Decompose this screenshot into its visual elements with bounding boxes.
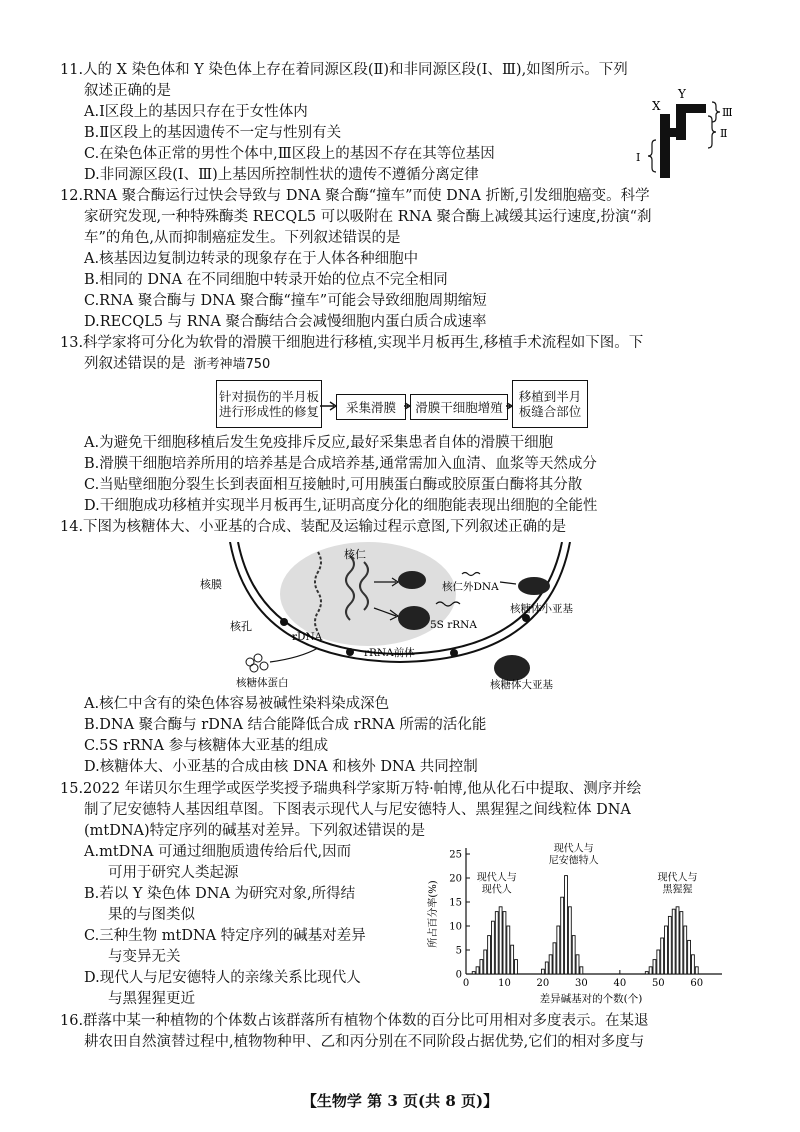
- histogram-bar: [684, 926, 687, 974]
- nuclear-pore-2: [346, 648, 354, 656]
- q15-stem-line3: (mtDNA)特定序列的碱基对差异。下列叙述错误的是: [84, 823, 426, 839]
- histogram-bar: [668, 916, 671, 974]
- q11-stem-cont: 叙述正确的是: [84, 83, 171, 99]
- histogram-bar: [572, 936, 575, 974]
- histogram-bar: [695, 967, 698, 974]
- ribosome-diagram: [200, 542, 600, 692]
- y-tick-label: 0: [455, 969, 462, 981]
- q11-option-c: C.在染色体正常的男性个体中,Ⅲ区段上的基因不存在其等位基因: [84, 146, 495, 162]
- histogram-bar: [484, 950, 487, 974]
- histogram-bar: [665, 926, 668, 974]
- small-subunit-outside: [518, 577, 550, 595]
- arrow-protein-import: [270, 648, 318, 662]
- histogram-bar: [553, 943, 556, 974]
- histogram-bar: [511, 945, 514, 974]
- histogram-bar: [653, 960, 656, 974]
- q13-stem-line1: 13.科学家将可分化为软骨的滑膜干细胞进行移植,实现半月板再生,移植手术流程如下图。下: [60, 335, 644, 351]
- q13-option-c: C.当贴壁细胞分裂生长到表面相互接触时,可用胰蛋白酶或胶原蛋白酶将其分散: [84, 477, 583, 493]
- x-tick-label: 20: [536, 978, 550, 989]
- q16-stem-line2: 耕农田自然演替过程中,植物物种甲、乙和丙分别在不同阶段占据优势,它们的相对多度与: [84, 1034, 645, 1050]
- ribosomal-protein-cluster: [246, 654, 268, 672]
- y-tick-label: 15: [449, 897, 462, 909]
- histogram-bar: [472, 972, 475, 974]
- series-label: 现代人与尼安德特人: [548, 843, 599, 867]
- nuclear-pore-3: [450, 649, 458, 657]
- q11-stem: 11.人的 X 染色体和 Y 染色体上存在着同源区段(Ⅱ)和非同源区段(Ⅰ、Ⅲ),如图所示。下列: [60, 62, 628, 78]
- histogram-bar: [557, 926, 560, 974]
- flow-arrow-1: [320, 402, 336, 410]
- q13-option-a: A.为避免干细胞移植后发生免疫排斥反应,最好采集患者自体的滑膜干细胞: [84, 435, 554, 451]
- q12-option-a: A.核基因边复制边转录的现象存在于人体各种细胞中: [84, 251, 419, 267]
- q14-option-a: A.核仁中含有的染色体容易被碱性染料染成深色: [84, 696, 390, 712]
- histogram-bar: [549, 955, 552, 974]
- label-membrane: 核膜: [200, 578, 222, 591]
- flow-arrow-3: [506, 403, 512, 409]
- q15-option-c-line1: C.三种生物 mtDNA 特定序列的碱基对差异: [84, 928, 366, 944]
- q12-option-d: D.RECQL5 与 RNA 聚合酶结合会减慢细胞内蛋白质合成速率: [84, 314, 487, 330]
- q14-stem: 14.下图为核糖体大、小亚基的合成、装配及运输过程示意图,下列叙述正确的是: [60, 519, 567, 535]
- y-axis-label: 所占百分率(%): [428, 880, 439, 948]
- x-tick-label: 60: [690, 978, 704, 989]
- label-nucleolus: 核仁: [344, 548, 366, 561]
- label-small: 核糖体小亚基: [510, 603, 573, 615]
- q15-option-b-line2: 果的与图类似: [108, 907, 195, 923]
- q12-stem-line2: 家研究发现,一种特殊酶类 RECQL5 可以吸附在 RNA 聚合酶上减缓其运行速度,扮演“刹: [84, 209, 652, 225]
- label-5s: 5S rRNA: [430, 619, 477, 631]
- histogram-bar: [565, 876, 568, 974]
- large-subunit-outside: [494, 655, 530, 681]
- region-1-label: Ⅰ: [636, 151, 641, 164]
- region-3-label: Ⅲ: [722, 106, 733, 119]
- nuclear-pore-1: [280, 618, 288, 626]
- histogram-bar: [580, 967, 583, 974]
- q13-stem-line2: [84, 354, 270, 375]
- label-large: 核糖体大亚基: [490, 679, 553, 691]
- bracket-1: [648, 140, 656, 172]
- flow-box-repair: 针对损伤的半月板进行形成性的修复: [216, 380, 322, 428]
- q14-option-c: C.5S rRNA 参与核糖体大亚基的组成: [84, 738, 329, 754]
- flow-arrows: [320, 398, 512, 418]
- label-rdna: rDNA: [292, 631, 323, 643]
- q11-option-b: B.Ⅱ区段上的基因遗传不一定与性别有关: [84, 125, 342, 141]
- q16-stem-line1: 16.群落中某一种植物的个体数占该群落所有植物个体数的百分比可用相对多度表示。在某退: [60, 1013, 649, 1029]
- mtdna-difference-chart: [420, 840, 730, 1008]
- flow-box-proliferate: 滑膜干细胞增殖: [410, 394, 508, 420]
- q15-option-b-line1: B.若以 Y 染色体 DNA 为研究对象,所得结: [84, 886, 356, 902]
- q15-stem-line2: 制了尼安德特人基因组草图。下图表示现代人与尼安德特人、黑猩猩之间线粒体 DNA: [84, 802, 631, 818]
- nuclear-pore-4: [522, 614, 530, 622]
- y-tick-label: 10: [449, 921, 462, 933]
- flow-box-transplant: 移植到半月板缝合部位: [512, 380, 588, 428]
- q12-option-c: C.RNA 聚合酶与 DNA 聚合酶“撞车”可能会导致细胞周期缩短: [84, 293, 487, 309]
- q15-option-c-line2: 与变异无关: [108, 949, 181, 965]
- q11-option-d: D.非同源区段(Ⅰ、Ⅲ)上基因所控制性状的遗传不遵循分离定律: [84, 167, 479, 183]
- y-tick-label: 20: [449, 873, 462, 885]
- histogram-bar: [541, 969, 544, 974]
- series-label: 现代人与现代人: [476, 872, 517, 896]
- histogram-bar: [507, 926, 510, 974]
- histogram-bar: [491, 921, 494, 974]
- histogram-bar: [515, 960, 518, 974]
- histogram-bar: [576, 955, 579, 974]
- histogram-bar: [495, 912, 498, 974]
- y-tick-label: 5: [455, 945, 462, 957]
- y-arm: [676, 104, 706, 113]
- histogram-bar: [545, 962, 548, 974]
- series-label: 现代人与黑猩猩: [657, 872, 698, 896]
- x-tick-label: 50: [651, 978, 665, 989]
- x-tick-label: 40: [613, 978, 627, 989]
- extra-dna-wave: [462, 573, 480, 576]
- q12-option-b: B.相同的 DNA 在不同细胞中转录开始的位点不完全相同: [84, 272, 448, 288]
- histogram-bar: [672, 909, 675, 974]
- histogram-bar: [503, 912, 506, 974]
- q14-option-b: B.DNA 聚合酶与 rDNA 结合能降低合成 rRNA 所需的活化能: [84, 717, 487, 733]
- q15-option-d-line1: D.现代人与尼安德特人的亲缘关系比现代人: [84, 970, 361, 986]
- histogram-bar: [676, 907, 679, 974]
- bracket-3: [712, 102, 720, 122]
- y-tick-label: 25: [449, 849, 462, 861]
- page-footer: 【生物学 第 3 页(共 8 页)】: [301, 1092, 499, 1110]
- large-subunit-inside: [398, 606, 430, 630]
- arrow-small-out: [500, 582, 516, 584]
- flow-box-collect: 采集滑膜: [336, 394, 406, 420]
- histogram-bar: [480, 960, 483, 974]
- region-2-label: Ⅱ: [720, 127, 728, 140]
- q11-option-a: A.Ⅰ区段上的基因只存在于女性体内: [84, 104, 308, 120]
- q12-stem-line1: 12.RNA 聚合酶运行过快会导致与 DNA 聚合酶“撞车”而使 DNA 折断,引发细胞癌变。科学: [60, 188, 650, 204]
- histogram-bar: [476, 967, 479, 974]
- histogram-bar: [649, 967, 652, 974]
- flow-arrow-2: [404, 403, 410, 409]
- q15-option-d-line2: 与黑猩猩更近: [108, 991, 195, 1007]
- q12-stem-line3: 车”的角色,从而抑制癌症发生。下列叙述错误的是: [84, 230, 401, 246]
- x-label: X: [652, 99, 661, 113]
- x-tick-label: 10: [498, 978, 511, 989]
- histogram-bar: [661, 938, 664, 974]
- histogram-bar: [568, 907, 571, 974]
- histogram-bar: [645, 972, 648, 974]
- q14-option-d: D.核糖体大、小亚基的合成由核 DNA 和核外 DNA 共同控制: [84, 759, 478, 775]
- label-protein: 核糖体蛋白: [236, 677, 289, 689]
- x-chromosome: [660, 114, 670, 178]
- label-precursor: rRNA前体: [364, 647, 415, 659]
- x-tick-label: 0: [462, 978, 470, 989]
- y-label: Y: [678, 87, 686, 101]
- histogram-bar: [691, 955, 694, 974]
- q15-option-a-line1: A.mtDNA 可通过细胞质遗传给后代,因而: [84, 844, 352, 860]
- q13-option-d: D.干细胞成功移植并实现半月板再生,证明高度分化的细胞能表现出细胞的全能性: [84, 498, 598, 514]
- q13-stem-text: 列叙述错误的是: [84, 356, 186, 372]
- histogram-bar: [680, 912, 683, 974]
- histogram-bar: [488, 936, 491, 974]
- x-tick-label: 30: [575, 978, 588, 989]
- x-axis-label: 差异碱基对的个数(个): [539, 993, 643, 1005]
- label-pore: 核孔: [230, 620, 252, 633]
- histogram-bar: [688, 940, 691, 974]
- small-subunit-inside: [398, 571, 426, 589]
- label-extra-dna: 核仁外DNA: [442, 581, 499, 593]
- histogram-bar: [499, 907, 502, 974]
- histogram-bar: [561, 897, 564, 974]
- q15-stem-line1: 15.2022 年诺贝尔生理学或医学奖授予瑞典科学家斯万特·帕博,他从化石中提取、测序并绘: [60, 781, 642, 797]
- q15-option-a-line2: 可用于研究人类起源: [108, 865, 239, 881]
- q13-option-b: B.滑膜干细胞培养所用的培养基是合成培养基,通常需加入血清、血浆等天然成分: [84, 456, 597, 472]
- histogram-bar: [657, 950, 660, 974]
- watermark-text: 浙考神墙750: [193, 357, 271, 372]
- chromosome-figure: [600, 84, 760, 184]
